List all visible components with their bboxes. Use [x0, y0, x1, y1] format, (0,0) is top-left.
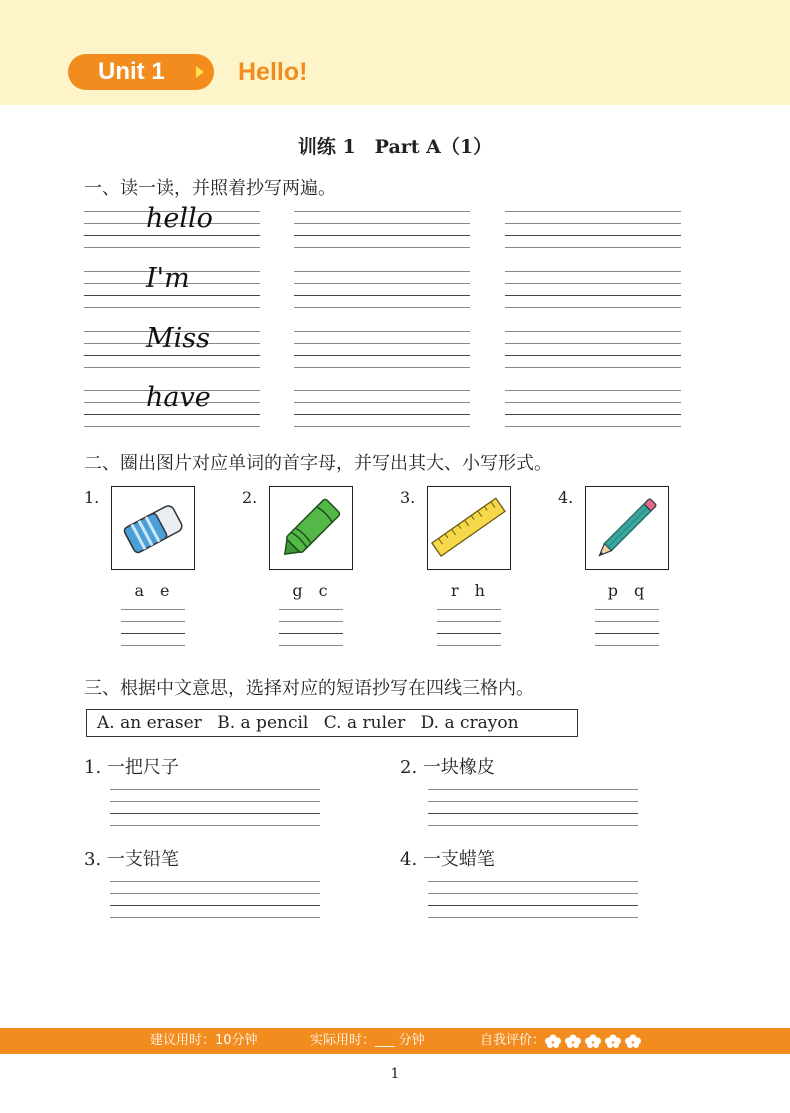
item-number: 2.	[242, 488, 258, 507]
flower-icon[interactable]	[625, 1034, 641, 1048]
writing-lines[interactable]	[279, 609, 343, 647]
option-c: C. a ruler	[323, 713, 406, 733]
question-4: 4. 一支蜡笔	[400, 849, 495, 870]
footer-bar	[0, 1028, 790, 1054]
letter-choices[interactable]: a e	[134, 581, 170, 600]
writing-lines[interactable]	[110, 881, 320, 919]
question-2: 2. 一块橡皮	[400, 757, 495, 778]
writing-lines[interactable]	[121, 609, 185, 647]
option-a: A. an eraser	[97, 713, 202, 733]
question-1: 1. 一把尺子	[84, 757, 179, 778]
self-evaluation: 自我评价：	[480, 1028, 645, 1054]
writing-lines[interactable]	[505, 331, 681, 369]
item-number: 1.	[84, 488, 100, 507]
flower-icon[interactable]	[545, 1034, 561, 1048]
actual-time: 实际用时：___ 分钟	[310, 1033, 425, 1048]
option-b: B. a pencil	[217, 713, 309, 733]
options-box	[86, 709, 578, 737]
unit-badge: Unit 1	[68, 54, 214, 90]
option-d: D. a crayon	[420, 713, 519, 733]
writing-lines[interactable]	[294, 390, 470, 428]
model-word: hello	[146, 203, 213, 234]
play-arrow-icon	[196, 66, 204, 78]
letter-choices[interactable]: g c	[292, 581, 328, 600]
flower-icon[interactable]	[605, 1034, 621, 1048]
model-word: have	[146, 382, 211, 413]
pencil-picture	[585, 486, 669, 570]
eraser-picture	[111, 486, 195, 570]
training-title: 训练 1 Part A（1）	[297, 136, 493, 158]
section1-title: 一、读一读，并照着抄写两遍。	[84, 178, 336, 199]
writing-lines[interactable]	[595, 609, 659, 647]
writing-lines[interactable]	[428, 789, 638, 827]
writing-lines[interactable]	[505, 211, 681, 249]
page-number: 1	[390, 1066, 400, 1082]
unit-title: Hello!	[238, 58, 308, 86]
question-3: 3. 一支铅笔	[84, 849, 179, 870]
writing-lines[interactable]	[294, 211, 470, 249]
section3-title: 三、根据中文意思，选择对应的短语抄写在四线三格内。	[84, 678, 534, 699]
suggested-time: 建议用时：10分钟	[150, 1033, 258, 1048]
rating-flowers[interactable]	[545, 1033, 645, 1048]
writing-lines[interactable]	[294, 271, 470, 309]
letter-choices[interactable]: r h	[451, 581, 485, 600]
model-word: Miss	[146, 323, 210, 354]
crayon-picture	[269, 486, 353, 570]
flower-icon[interactable]	[565, 1034, 581, 1048]
writing-lines[interactable]	[428, 881, 638, 919]
letter-choices[interactable]: p q	[607, 581, 645, 600]
section2-title: 二、圈出图片对应单词的首字母，并写出其大、小写形式。	[84, 453, 552, 474]
writing-lines[interactable]	[294, 331, 470, 369]
writing-lines[interactable]	[110, 789, 320, 827]
item-number: 4.	[558, 488, 574, 507]
writing-lines[interactable]	[505, 271, 681, 309]
writing-lines[interactable]	[437, 609, 501, 647]
flower-icon[interactable]	[585, 1034, 601, 1048]
item-number: 3.	[400, 488, 416, 507]
writing-lines[interactable]	[505, 390, 681, 428]
ruler-picture	[427, 486, 511, 570]
model-word: I'm	[146, 263, 190, 294]
